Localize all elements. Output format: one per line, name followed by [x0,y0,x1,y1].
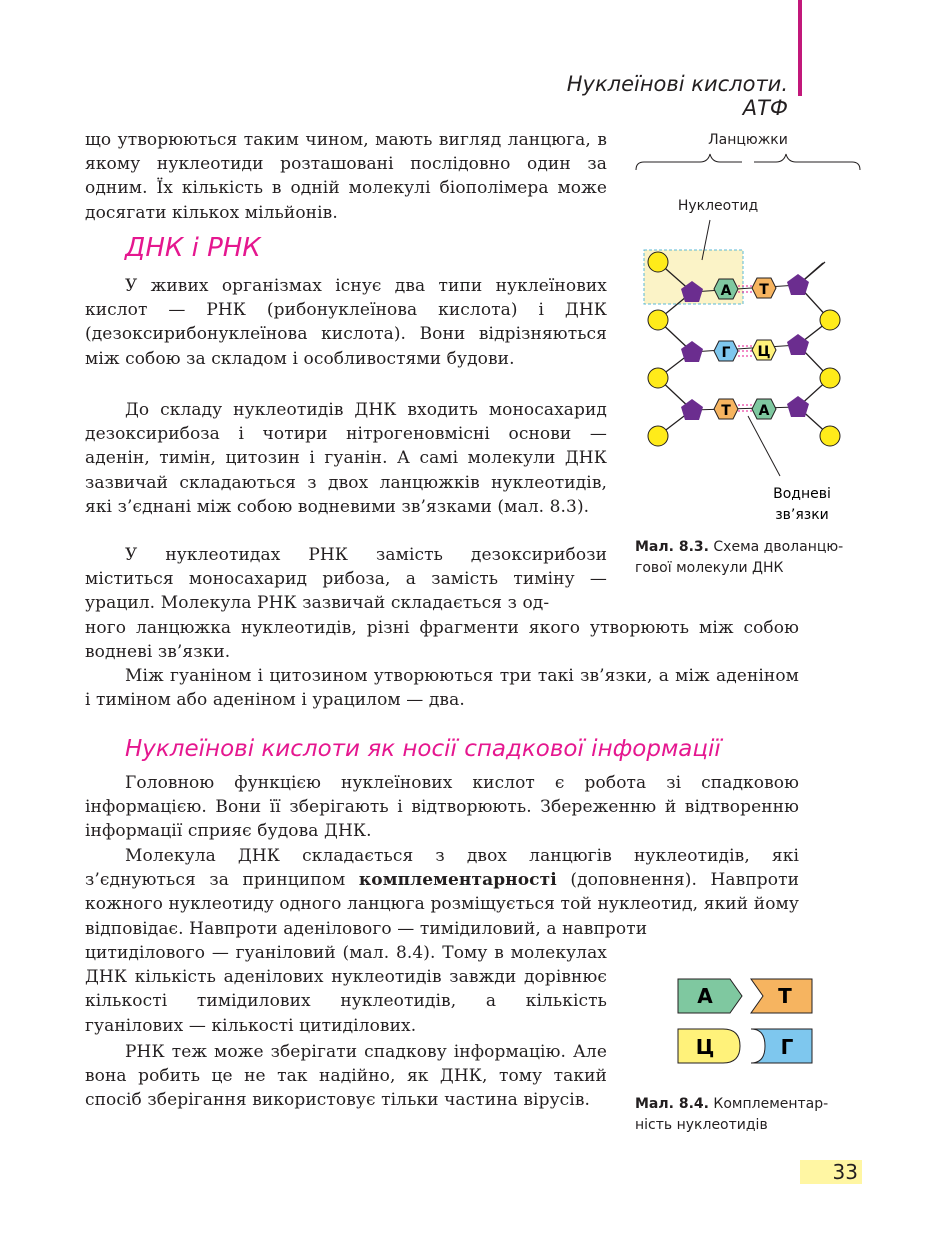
base-label: Т [759,282,769,298]
label-nucleotide: Нуклеотид [677,198,759,214]
figure-8-4-complementarity [675,975,820,1067]
phosphate-circle [648,368,668,388]
header-accent-bar [798,0,802,96]
figure-8-3-dna-scheme [630,120,870,540]
tile-label: А [697,984,713,1008]
complementarity-term: комплементарності [358,870,557,891]
caption-figure-8-4 [635,1094,855,1136]
base-label: Т [721,403,731,419]
paragraph-types: У живих організмах існує два типи нуклеїнових кислот — РНК (рибонуклеїнова кислота) і ДНК (дезоксирибонуклеїнова кислота). Вони відрізняються між собою за складом і особливостями будови. [85,276,607,369]
paragraph-complementarity-cont: цитиділового — гуаніловий (мал. 8.4). Тому в молекулах ДНК кількість аденілових нуклеотидів завжди дорівнює кількості тимідилових нуклеотидів, а кількість гуанілових — кількості цитиділових. [85,943,607,1036]
phosphate-circle [820,426,840,446]
brace-left [636,154,742,170]
complementarity-text-2: (доповнення). Навпроти кожного нуклеотиду одного ланцюга розміщується той нуклеотид, який йому відповідає. Навпроти аденілового — тимідиловий, а навпроти [85,870,800,939]
complementarity-text-1: Молекула ДНК складається з двох ланцюгів нуклеотидів, які з’єднуються за принципом [85,846,799,891]
label-chains: Ланцюжки [708,132,788,148]
tile-label: Ц [695,1035,715,1059]
caption-text-2: ність нуклеотидів [635,1117,768,1133]
sugar-pentagon [787,334,809,355]
phosphate-circle [648,310,668,330]
label-bonds-1: Водневі [773,486,831,502]
phosphate-circle [820,310,840,330]
paragraph-function: Головною функцією нуклеїнових кислот є робота зі спадковою інформацією. Вони її зберігають і відтворюють. Збереженню й відтворенню інформації сприяє будова ДНК. [85,773,799,842]
paragraph-rna-storage: РНК теж може зберігати спадкову інформацію. Але вона робить це не так надійно, як ДНК, тому такий спосіб зберігання використовує тільки частина вірусів. [85,1042,607,1111]
base-label: Ц [757,344,771,360]
paragraph-rna-composition: У нуклеотидах РНК замість дезоксирибози міститься моносахарид рибоза, а замість тиміну — урацил. Молекула РНК зазвичай складається з од- [85,545,607,614]
base-label: А [758,403,770,419]
tile-label: Т [778,984,792,1008]
base-label: Г [721,345,731,361]
running-title: Нуклеїнові кислоти. АТФ [566,72,788,120]
paragraph-rna-composition-cont: ного ланцюжка нуклеотидів, різні фрагменти якого утворюють між собою водневі зв’язки. [85,618,799,663]
tile-label: Г [780,1035,794,1059]
paragraph-complementarity [85,844,799,941]
paragraph-dna-composition: До складу нуклеотидів ДНК входить моносахарид дезоксирибоза і чотири нітрогеновмісні основи — аденін, тимін, цитозин і гуанін. А самі молекули ДНК зазвичай складаються з двох ланцюжків нуклеотидів, які з’єднані між собою водневими зв’язками (мал. 8.3). [85,400,607,517]
heading-dna-rna: ДНК і РНК [125,233,261,263]
phosphate-circle [648,252,668,272]
phosphate-circle [820,368,840,388]
page-number: 33 [800,1160,862,1184]
caption-number: Мал. 8.4. [635,1096,709,1112]
caption-text-1: Комплементар- [713,1096,829,1112]
paragraph-bonds: Між гуаніном і цитозином утворюються три такі зв’язки, а між аденіном і тиміном або аденіном і урацилом — два. [85,666,799,711]
brace-right [754,154,860,170]
label-bonds-2: зв’язки [775,507,829,523]
bonds-pointer [748,416,780,476]
sugar-pentagon [787,274,809,295]
caption-text-1: Схема дволанцю- [713,539,844,555]
phosphate-circle [648,426,668,446]
heading-hereditary-info: Нуклеїнові кислоти як носії спадкової інформації [125,736,721,762]
caption-text-2: гової молекули ДНК [635,560,784,576]
base-label: А [720,283,732,299]
caption-number: Мал. 8.3. [635,539,709,555]
paragraph-intro: що утворюються таким чином, мають вигляд ланцюга, в якому нуклеотиди розташовані послідовно один за одним. Їх кількість в одній молекулі біополімера може досягати кількох мільйонів. [85,130,607,223]
caption-figure-8-3 [635,537,855,579]
